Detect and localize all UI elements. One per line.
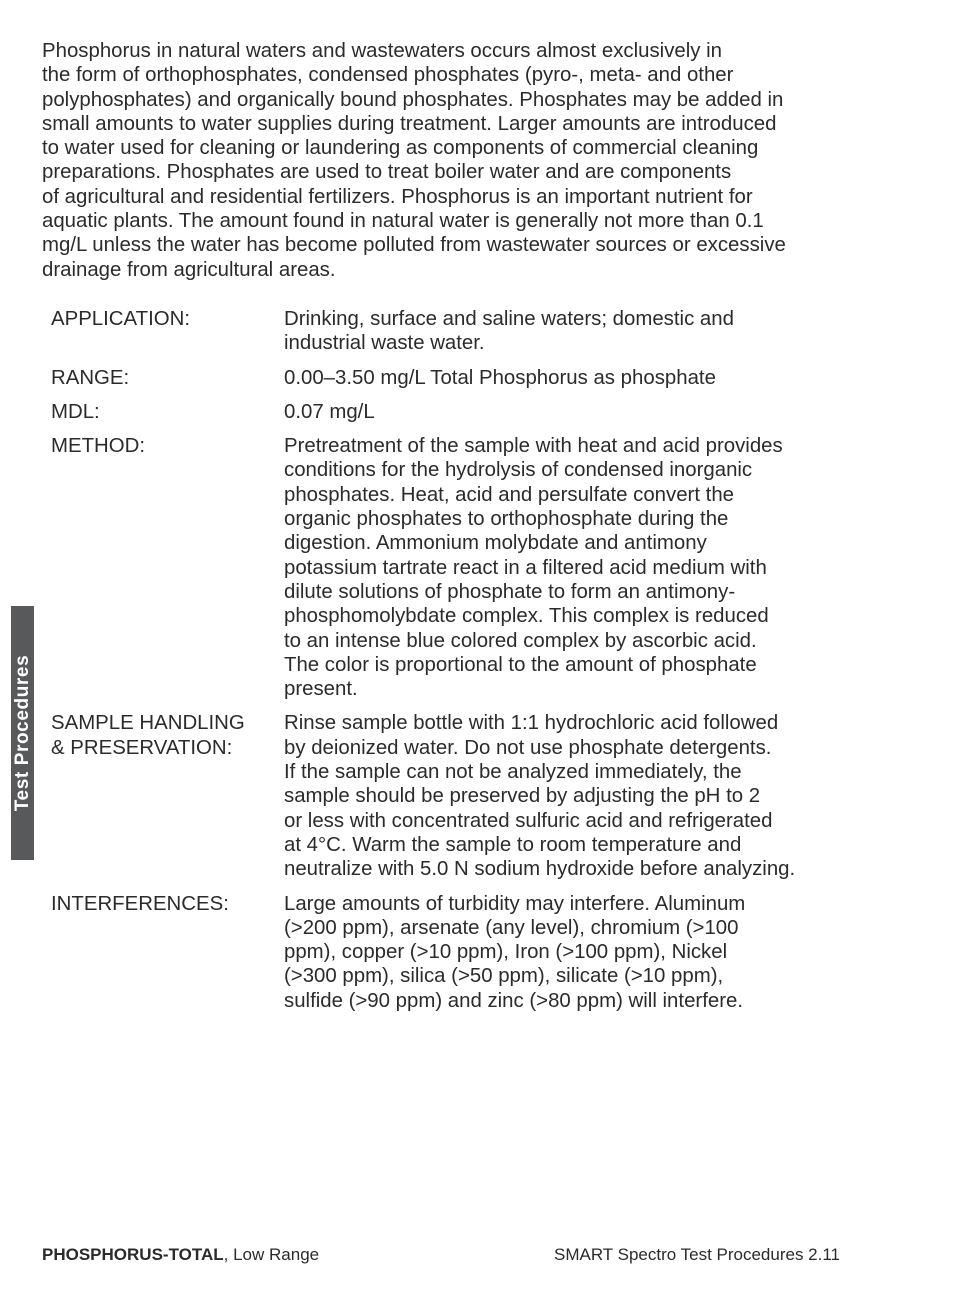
spec-label: APPLICATION: — [51, 308, 190, 330]
spec-row-mdl — [51, 400, 841, 424]
spec-label: INTERFERENCES: — [51, 892, 229, 915]
spec-table — [51, 307, 841, 1023]
footer-page-info: SMART Spectro Test Procedures 2.11 — [554, 1245, 840, 1264]
intro-paragraph: Phosphorus in natural waters and wastewaters occurs almost exclusively in the form of orthophosphates, condensed phosphates (pyro-, meta- and other polyphosphates) and organically bound phosphates. Phosphates may be added in small amounts to water supplies during treatment. Larger amounts are introduced to water used for cleaning or laundering as components of commercial cleaning preparations. Phosphates are used to treat boiler water and are components of agricultural and residential fertilizers. Phosphorus is an important nutrient for aquatic plants. The amount found in natural water is generally not more than 0.1 mg/L unless the water has become polluted from wastewater sources or excessive drainage from agricultural areas. — [42, 40, 786, 281]
spec-label: SAMPLE HANDLING & PRESERVATION: — [51, 712, 245, 759]
spec-row-interferences — [51, 892, 841, 1013]
spec-label: RANGE: — [51, 366, 130, 389]
footer-title — [42, 1244, 319, 1266]
section-side-tab — [11, 606, 34, 860]
spec-value: Drinking, surface and saline waters; domestic and industrial waste water. — [284, 308, 734, 355]
spec-value: Pretreatment of the sample with heat and acid provides conditions for the hydrolysis of condensed inorganic phosphates. Heat, acid and persulfate convert the organic phosphates to orthophosphate during the digestion. Ammonium molybdate and antimony potassium tartrate react in a filtered acid medium with dilute solutions of phosphate to form an antimony- phosphomolybdate complex. This complex is reduced to an intense blue colored complex by ascorbic acid. The color is proportional to the amount of phosphate present. — [284, 435, 783, 701]
spec-value: 0.00–3.50 mg/L Total Phosphorus as phosphate — [284, 366, 716, 389]
side-tab-label: Test Procedures — [11, 654, 33, 812]
spec-row-application — [51, 307, 841, 356]
spec-row-sample-handling — [51, 711, 841, 881]
spec-row-method — [51, 434, 841, 701]
spec-value: 0.07 mg/L — [284, 400, 375, 423]
spec-value: Large amounts of turbidity may interfere. Aluminum (>200 ppm), arsenate (any level), chromium (>100 ppm), copper (>10 ppm), Iron (>100 ppm), Nickel (>300 ppm), silica (>50 ppm), silicate (>10 ppm), sulfide (>90 ppm) and zinc (>80 ppm) will interfere. — [284, 892, 746, 1012]
footer-title-rest: , Low Range — [223, 1245, 320, 1264]
spec-value: Rinse sample bottle with 1:1 hydrochloric acid followed by deionized water. Do not use phosphate detergents. If the sample can not be analyzed immediately, the sample should be preserved by adjusting the pH to 2 or less with concentrated sulfuric acid and refrigerated at 4°C. Warm the sample to room temperature and neutralize with 5.0 N sodium hydroxide before analyzing. — [284, 712, 796, 881]
spec-label: METHOD: — [51, 435, 146, 458]
footer-title-bold: PHOSPHORUS-TOTAL — [42, 1245, 224, 1264]
spec-label: MDL: — [51, 400, 100, 423]
spec-row-range — [51, 366, 841, 390]
